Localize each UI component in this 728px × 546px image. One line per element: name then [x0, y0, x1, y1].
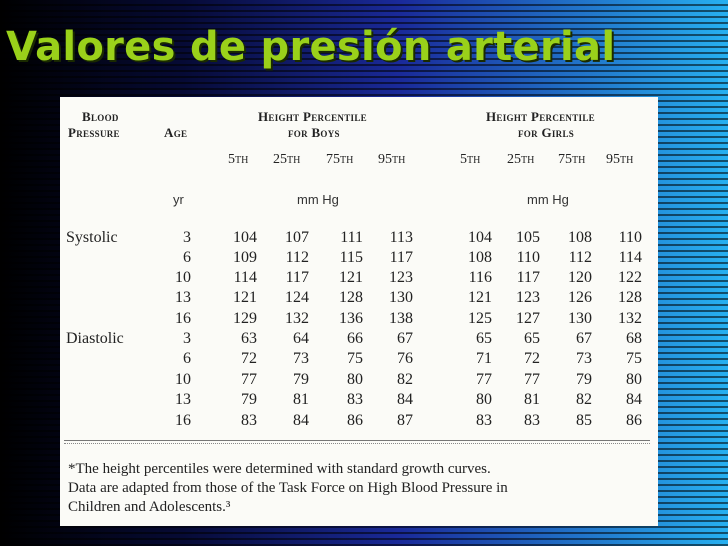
pct-boys-25th: 25th	[273, 152, 301, 167]
cell-value: 80	[476, 391, 492, 408]
pct-girls-75th: 75th	[558, 152, 586, 167]
cell-value: 113	[389, 229, 413, 246]
cell-value: 121	[468, 289, 492, 306]
unit-age: yr	[173, 192, 184, 207]
cell-value: 81	[524, 391, 540, 408]
row-group-systolic: Systolic	[66, 229, 118, 246]
table-bottom-rule-dotted	[64, 443, 650, 444]
cell-value: 77	[241, 371, 257, 388]
header-girls-line1: Height Percentile	[486, 109, 595, 124]
cell-value: 75	[347, 350, 363, 367]
cell-value: 122	[618, 269, 642, 286]
cell-value: 121	[339, 269, 363, 286]
cell-value: 71	[476, 350, 492, 367]
cell-value: 109	[233, 249, 257, 266]
cell-value: 123	[516, 289, 540, 306]
cell-value: 129	[233, 310, 257, 327]
cell-value: 132	[618, 310, 642, 327]
slide-title: Valores de presión arterial	[6, 24, 616, 70]
cell-value: 73	[293, 350, 309, 367]
pct-girls-95th: 95th	[606, 152, 634, 167]
cell-value: 67	[397, 330, 413, 347]
cell-value: 87	[397, 412, 413, 429]
cell-value: 80	[626, 371, 642, 388]
table-bottom-rule	[64, 440, 650, 441]
cell-value: 125	[468, 310, 492, 327]
cell-value: 79	[241, 391, 257, 408]
unit-boys: mm Hg	[297, 192, 339, 207]
cell-value: 83	[347, 391, 363, 408]
cell-value: 110	[516, 249, 540, 266]
cell-value: 115	[339, 249, 363, 266]
cell-value: 138	[389, 310, 413, 327]
cell-value: 108	[468, 249, 492, 266]
cell-age: 6	[183, 249, 191, 266]
cell-value: 85	[576, 412, 592, 429]
cell-value: 124	[285, 289, 309, 306]
cell-value: 120	[568, 269, 592, 286]
cell-value: 72	[241, 350, 257, 367]
cell-value: 104	[468, 229, 492, 246]
cell-value: 75	[626, 350, 642, 367]
cell-value: 66	[347, 330, 363, 347]
header-blood-pressure-line1: Blood	[82, 109, 119, 124]
cell-value: 82	[576, 391, 592, 408]
cell-value: 79	[293, 371, 309, 388]
cell-value: 104	[233, 229, 257, 246]
cell-age: 13	[175, 289, 191, 306]
cell-value: 117	[389, 249, 413, 266]
pct-girls-25th: 25th	[507, 152, 535, 167]
cell-value: 86	[347, 412, 363, 429]
cell-value: 136	[339, 310, 363, 327]
cell-age: 16	[175, 412, 191, 429]
cell-value: 127	[516, 310, 540, 327]
cell-value: 107	[285, 229, 309, 246]
cell-value: 68	[626, 330, 642, 347]
cell-value: 83	[241, 412, 257, 429]
header-age: Age	[164, 125, 188, 140]
footnote-line-3: Children and Adolescents.³	[68, 499, 231, 515]
header-boys-line2: for Boys	[288, 125, 340, 140]
cell-age: 16	[175, 310, 191, 327]
cell-age: 3	[183, 229, 191, 246]
footnote-line-2: Data are adapted from those of the Task Force on High Blood Pressure in	[68, 480, 508, 496]
cell-age: 6	[183, 350, 191, 367]
pct-girls-5th: 5th	[460, 152, 481, 167]
cell-value: 65	[524, 330, 540, 347]
cell-value: 63	[241, 330, 257, 347]
footnote-line-1: *The height percentiles were determined with standard growth curves.	[68, 461, 491, 477]
blood-pressure-table-image	[60, 97, 658, 526]
cell-value: 112	[568, 249, 592, 266]
cell-value: 83	[476, 412, 492, 429]
cell-value: 80	[347, 371, 363, 388]
cell-value: 114	[233, 269, 257, 286]
cell-value: 77	[476, 371, 492, 388]
cell-value: 84	[626, 391, 642, 408]
header-boys-line1: Height Percentile	[258, 109, 367, 124]
cell-age: 13	[175, 391, 191, 408]
cell-value: 105	[516, 229, 540, 246]
pct-boys-75th: 75th	[326, 152, 354, 167]
cell-value: 126	[568, 289, 592, 306]
cell-value: 64	[293, 330, 309, 347]
cell-value: 83	[524, 412, 540, 429]
cell-value: 128	[339, 289, 363, 306]
cell-value: 110	[618, 229, 642, 246]
cell-value: 72	[524, 350, 540, 367]
cell-value: 79	[576, 371, 592, 388]
cell-value: 84	[397, 391, 413, 408]
cell-value: 81	[293, 391, 309, 408]
pct-boys-95th: 95th	[378, 152, 406, 167]
cell-value: 114	[618, 249, 642, 266]
cell-value: 65	[476, 330, 492, 347]
cell-value: 77	[524, 371, 540, 388]
header-girls-line2: for Girls	[518, 125, 575, 140]
cell-value: 121	[233, 289, 257, 306]
cell-value: 117	[516, 269, 540, 286]
cell-value: 112	[285, 249, 309, 266]
header-blood-pressure-line2: Pressure	[68, 125, 120, 140]
cell-value: 84	[293, 412, 309, 429]
cell-age: 10	[175, 269, 191, 286]
unit-girls: mm Hg	[527, 192, 569, 207]
cell-age: 10	[175, 371, 191, 388]
cell-value: 73	[576, 350, 592, 367]
row-group-diastolic: Diastolic	[66, 330, 124, 347]
cell-age: 3	[183, 330, 191, 347]
cell-value: 128	[618, 289, 642, 306]
cell-value: 82	[397, 371, 413, 388]
cell-value: 76	[397, 350, 413, 367]
cell-value: 130	[389, 289, 413, 306]
pct-boys-5th: 5th	[228, 152, 249, 167]
cell-value: 111	[340, 229, 363, 246]
cell-value: 117	[285, 269, 309, 286]
cell-value: 67	[576, 330, 592, 347]
footnote	[68, 460, 648, 517]
cell-value: 86	[626, 412, 642, 429]
cell-value: 132	[285, 310, 309, 327]
cell-value: 130	[568, 310, 592, 327]
cell-value: 123	[389, 269, 413, 286]
cell-value: 108	[568, 229, 592, 246]
cell-value: 116	[468, 269, 492, 286]
